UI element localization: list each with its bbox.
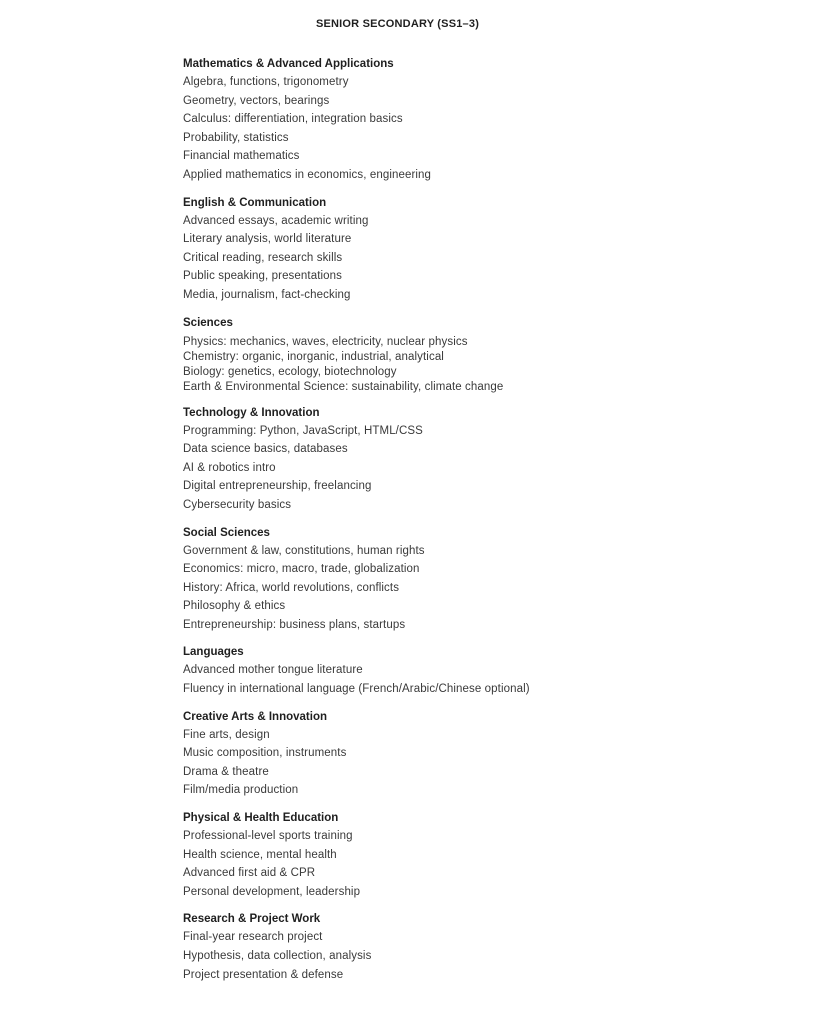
section-languages xyxy=(183,643,783,698)
list-item: History: Africa, world revolutions, conflicts xyxy=(183,581,400,594)
list-item: Literary analysis, world literature xyxy=(183,233,352,246)
list-item: Cybersecurity basics xyxy=(183,498,292,511)
section-heading: Social Sciences xyxy=(183,526,270,539)
list-item: Personal development, leadership xyxy=(183,885,361,898)
list-item: Earth & Environmental Science: sustainability, climate change xyxy=(183,380,504,393)
list-item: Algebra, functions, trigonometry xyxy=(183,76,349,88)
section-heading: Sciences xyxy=(183,316,233,329)
section-research xyxy=(183,910,783,984)
section-heading: Languages xyxy=(183,646,244,659)
section-heading: Creative Arts & Innovation xyxy=(183,710,327,723)
list-item: Advanced first aid & CPR xyxy=(183,867,316,880)
list-item: Music composition, instruments xyxy=(183,747,347,760)
section-social-sciences xyxy=(183,524,783,635)
section-heading: Technology & Innovation xyxy=(183,406,320,419)
list-item: Fine arts, design xyxy=(183,728,270,741)
list-item: Digital entrepreneurship, freelancing xyxy=(183,480,372,493)
list-item: Financial mathematics xyxy=(183,150,300,163)
section-technology xyxy=(183,404,783,515)
list-item: Physics: mechanics, waves, electricity, nuclear physics xyxy=(183,335,468,348)
list-item: AI & robotics intro xyxy=(183,461,276,474)
list-item: Health science, mental health xyxy=(183,848,337,861)
list-item: Drama & theatre xyxy=(183,765,269,778)
list-item: Final-year research project xyxy=(183,931,323,944)
document-title: SENIOR SECONDARY (SS1–3) xyxy=(315,18,480,30)
list-item: Media, journalism, fact-checking xyxy=(183,288,351,301)
list-item: Economics: micro, macro, trade, globalization xyxy=(183,563,420,576)
section-heading: English & Communication xyxy=(183,196,327,209)
list-item: Critical reading, research skills xyxy=(183,251,343,264)
list-item: Professional-level sports training xyxy=(183,830,353,843)
list-item: Film/media production xyxy=(183,784,299,797)
list-item: Data science basics, databases xyxy=(183,443,348,456)
list-item: Geometry, vectors, bearings xyxy=(183,94,330,107)
list-item: Biology: genetics, ecology, biotechnology xyxy=(183,365,397,378)
list-item: Fluency in international language (French/Arabic/Chinese optional) xyxy=(183,683,530,696)
list-item: Project presentation & defense xyxy=(183,968,344,981)
list-item: Philosophy & ethics xyxy=(183,600,286,613)
section-mathematics xyxy=(183,55,783,185)
section-sciences xyxy=(183,314,783,395)
list-item: Chemistry: organic, inorganic, industrial, analytical xyxy=(183,350,444,363)
list-item: Advanced essays, academic writing xyxy=(183,214,369,227)
list-item: Probability, statistics xyxy=(183,131,289,144)
list-item: Calculus: differentiation, integration basics xyxy=(183,113,403,126)
section-heading: Research & Project Work xyxy=(183,913,321,926)
list-item: Public speaking, presentations xyxy=(183,270,342,283)
section-physical-health xyxy=(183,809,783,901)
list-item: Entrepreneurship: business plans, startups xyxy=(183,618,406,631)
list-item: Hypothesis, data collection, analysis xyxy=(183,950,372,962)
section-heading: Physical & Health Education xyxy=(183,812,339,825)
list-item: Programming: Python, JavaScript, HTML/CSS xyxy=(183,424,423,437)
section-creative-arts xyxy=(183,708,783,800)
section-english xyxy=(183,194,783,305)
curriculum-content xyxy=(183,55,783,993)
list-item: Government & law, constitutions, human rights xyxy=(183,544,425,557)
list-item: Applied mathematics in economics, engineering xyxy=(183,168,432,181)
list-item: Advanced mother tongue literature xyxy=(183,664,363,677)
section-heading: Mathematics & Advanced Applications xyxy=(183,58,394,70)
